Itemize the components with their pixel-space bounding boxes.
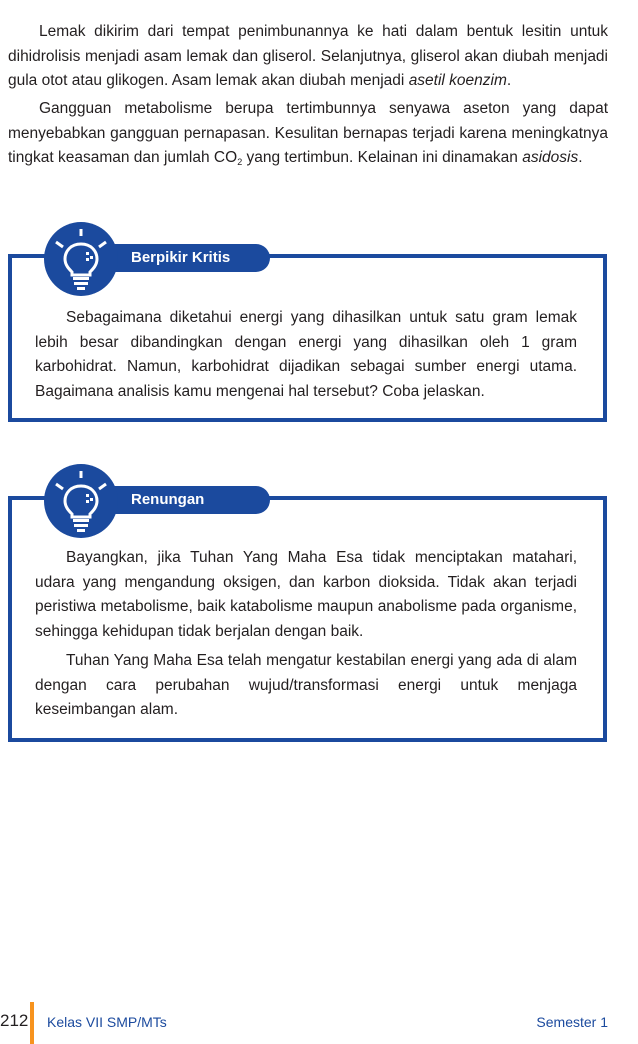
footer-semester: Semester 1 [536, 1014, 608, 1030]
intro-paragraph-2: Gangguan metabolisme berupa tertimbunnya senyawa aseton yang dapat menyebabkan gangguan pernapasan. Kesulitan bernapas terjadi karena meningkatnya tingkat keasaman dan jumlah $CO_2$ yang tertimbun. Kelainan ini dinamakan asidosis. [8, 100, 608, 167]
term-asetil-koenzim: asetil koenzim [408, 72, 507, 89]
renungan-title: Renungan [78, 486, 270, 514]
page-number: 212 [0, 1011, 29, 1030]
lightbulb-icon [42, 462, 120, 540]
renungan-paragraph-2: Tuhan Yang Maha Esa telah mengatur kestabilan energi yang ada di alam dengan cara perubahan wujud/transformasi energi untuk menjaga keseimbangan alam. [35, 652, 577, 718]
footer-class-label: Kelas VII SMP/MTs [47, 1014, 167, 1030]
renungan-paragraph-1: Bayangkan, jika Tuhan Yang Maha Esa tidak menciptakan matahari, udara yang mengandung oksigen, dan karbon dioksida. Tidak akan terjadi peristiwa metabolisme, baik katabolisme maupun anabolisme pada organisme, sehingga kehidupan tidak berjalan dengan baik. [35, 549, 577, 640]
footer-divider [30, 1002, 34, 1044]
intro-paragraph-1: Lemak dikirim dari tempat penimbunannya ke hati dalam bentuk lesitin untuk dihidrolisis menjadi asam lemak dan gliserol. Selanjutnya, gliserol akan diubah menjadi gula otot atau glikogen. Asam lemak akan diubah menjadi asetil koenzim. [8, 23, 608, 89]
co2-subscript: 2 [237, 157, 243, 167]
lightbulb-icon [42, 220, 120, 298]
berpikir-kritis-text: Sebagaimana diketahui energi yang dihasilkan untuk satu gram lemak lebih besar dibandingkan dengan energi yang dihasilkan oleh 1 gram karbohidrat. Namun, karbohidrat dijadikan sebagai sumber energi utama. Bagaimana analisis kamu mengenai hal tersebut? Coba jelaskan. [35, 309, 577, 400]
term-asidosis: asidosis [522, 149, 579, 166]
berpikir-kritis-title: Berpikir Kritis [78, 244, 270, 272]
